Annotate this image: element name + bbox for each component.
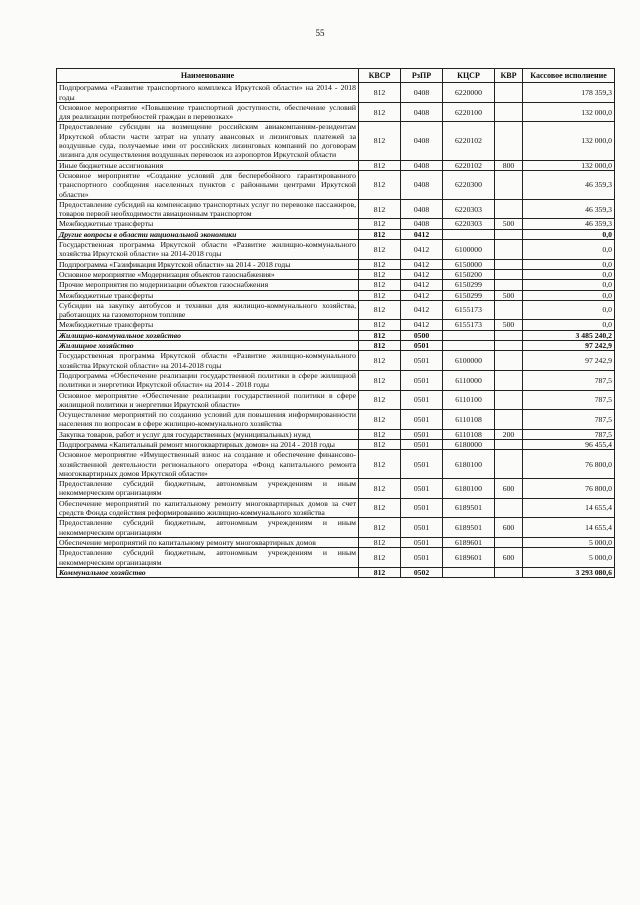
cell-amount: 5 000,0 xyxy=(523,548,615,568)
cell-amount: 787,5 xyxy=(523,370,615,390)
cell-kcsr: 6150299 xyxy=(443,290,495,300)
cell-rzpr: 0501 xyxy=(401,429,443,439)
cell-rzpr: 0501 xyxy=(401,518,443,538)
cell-rzpr: 0501 xyxy=(401,479,443,499)
cell-kvr xyxy=(495,439,523,449)
cell-rzpr: 0501 xyxy=(401,390,443,410)
cell-amount: 0,0 xyxy=(523,320,615,330)
table-row xyxy=(57,320,615,330)
cell-rzpr: 0412 xyxy=(401,280,443,290)
cell-name: Предоставление субсидий бюджетным, автономным учреждениям и иным некоммерческим организациям xyxy=(57,548,359,568)
cell-kvr xyxy=(495,341,523,351)
cell-name: Межбюджетные трансферты xyxy=(57,219,359,229)
cell-kvr: 500 xyxy=(495,219,523,229)
cell-name: Коммунальное хозяйство xyxy=(57,567,359,577)
cell-kcsr: 6110108 xyxy=(443,410,495,430)
cell-kvsr: 812 xyxy=(359,122,401,160)
cell-kvr: 500 xyxy=(495,290,523,300)
cell-name: Основное мероприятие «Модернизация объектов газоснабжения» xyxy=(57,269,359,279)
header-rzpr: РзПР xyxy=(401,69,443,83)
cell-kvr xyxy=(495,229,523,239)
budget-execution-table xyxy=(56,68,615,578)
cell-rzpr: 0501 xyxy=(401,351,443,371)
cell-name: Подпрограмма «Капитальный ремонт многоквартирных домов» на 2014 - 2018 годы xyxy=(57,439,359,449)
cell-kvr xyxy=(495,122,523,160)
cell-kvr: 600 xyxy=(495,548,523,568)
cell-kcsr: 6220000 xyxy=(443,83,495,103)
cell-kvr xyxy=(495,450,523,479)
table-row xyxy=(57,439,615,449)
cell-kvsr: 812 xyxy=(359,351,401,371)
cell-amount: 0,0 xyxy=(523,300,615,320)
cell-amount: 3 485 240,2 xyxy=(523,330,615,340)
table-row xyxy=(57,567,615,577)
cell-kcsr: 6155173 xyxy=(443,300,495,320)
cell-amount: 0,0 xyxy=(523,269,615,279)
cell-rzpr: 0412 xyxy=(401,259,443,269)
cell-kcsr: 6189501 xyxy=(443,518,495,538)
cell-amount: 178 359,3 xyxy=(523,83,615,103)
cell-rzpr: 0408 xyxy=(401,219,443,229)
cell-kcsr: 6150000 xyxy=(443,259,495,269)
table-row xyxy=(57,479,615,499)
cell-kvr xyxy=(495,269,523,279)
cell-rzpr: 0501 xyxy=(401,341,443,351)
cell-name: Жилищно-коммунальное хозяйство xyxy=(57,330,359,340)
cell-kcsr: 6220102 xyxy=(443,160,495,170)
cell-kcsr: 6189601 xyxy=(443,537,495,547)
cell-rzpr: 0501 xyxy=(401,537,443,547)
cell-kcsr: 6180100 xyxy=(443,450,495,479)
cell-kcsr xyxy=(443,229,495,239)
cell-kvsr: 812 xyxy=(359,370,401,390)
cell-rzpr: 0501 xyxy=(401,548,443,568)
cell-amount: 5 000,0 xyxy=(523,537,615,547)
table-row xyxy=(57,199,615,219)
cell-kcsr: 6150299 xyxy=(443,280,495,290)
cell-kvr: 600 xyxy=(495,518,523,538)
cell-kvr xyxy=(495,170,523,199)
cell-amount: 787,5 xyxy=(523,390,615,410)
cell-amount: 97 242,9 xyxy=(523,351,615,371)
cell-amount: 96 455,4 xyxy=(523,439,615,449)
table-row xyxy=(57,548,615,568)
cell-rzpr: 0501 xyxy=(401,410,443,430)
cell-rzpr: 0412 xyxy=(401,240,443,260)
cell-name: Предоставление субсидий бюджетным, автономным учреждениям и иным некоммерческим организациям xyxy=(57,479,359,499)
table-row xyxy=(57,219,615,229)
cell-kcsr: 6150200 xyxy=(443,269,495,279)
cell-name: Прочие мероприятия по модернизации объектов газоснабжения xyxy=(57,280,359,290)
cell-kvr xyxy=(495,259,523,269)
cell-amount: 14 655,4 xyxy=(523,498,615,518)
table-row xyxy=(57,83,615,103)
cell-name: Предоставление субсидий на компенсацию транспортных услуг по перевозке пассажиров, товаров первой необходимости авиационным транспортом xyxy=(57,199,359,219)
cell-kvsr: 812 xyxy=(359,498,401,518)
cell-kvsr: 812 xyxy=(359,199,401,219)
header-kvr: КВР xyxy=(495,69,523,83)
cell-name: Жилищное хозяйство xyxy=(57,341,359,351)
table-body xyxy=(57,83,615,578)
cell-kvr xyxy=(495,83,523,103)
cell-rzpr: 0408 xyxy=(401,170,443,199)
cell-kcsr xyxy=(443,330,495,340)
cell-kvsr: 812 xyxy=(359,240,401,260)
cell-rzpr: 0408 xyxy=(401,160,443,170)
table-row xyxy=(57,330,615,340)
cell-kvsr: 812 xyxy=(359,290,401,300)
cell-name: Осуществление мероприятий по созданию условий для повышения информированности населения по вопросам в сфере жилищно-коммунального хозяйства xyxy=(57,410,359,430)
cell-kvsr: 812 xyxy=(359,83,401,103)
cell-kvsr: 812 xyxy=(359,450,401,479)
cell-amount: 132 000,0 xyxy=(523,122,615,160)
cell-rzpr: 0500 xyxy=(401,330,443,340)
cell-kcsr: 6220303 xyxy=(443,219,495,229)
cell-kvsr: 812 xyxy=(359,300,401,320)
header-kvsr: КВСР xyxy=(359,69,401,83)
cell-kvsr: 812 xyxy=(359,160,401,170)
cell-amount: 76 800,0 xyxy=(523,479,615,499)
cell-kvsr: 812 xyxy=(359,170,401,199)
cell-rzpr: 0502 xyxy=(401,567,443,577)
cell-kcsr: 6110000 xyxy=(443,370,495,390)
cell-rzpr: 0501 xyxy=(401,370,443,390)
cell-amount: 0,0 xyxy=(523,290,615,300)
cell-name: Обеспечение мероприятий по капитальному ремонту многоквартирных домов xyxy=(57,537,359,547)
cell-kvr xyxy=(495,390,523,410)
cell-amount: 0,0 xyxy=(523,229,615,239)
cell-amount: 0,0 xyxy=(523,280,615,290)
cell-kvr xyxy=(495,199,523,219)
cell-name: Другие вопросы в области национальной экономики xyxy=(57,229,359,239)
cell-amount: 787,5 xyxy=(523,429,615,439)
cell-kvsr: 812 xyxy=(359,518,401,538)
table-row xyxy=(57,370,615,390)
table-row xyxy=(57,537,615,547)
cell-kcsr: 6110108 xyxy=(443,429,495,439)
cell-kcsr: 6100000 xyxy=(443,351,495,371)
cell-kvsr: 812 xyxy=(359,410,401,430)
cell-name: Обеспечение мероприятий по капитальному ремонту многоквартирных домов за счет средств Фонда содействия реформированию жилищно-коммунального хозяйства xyxy=(57,498,359,518)
cell-amount: 0,0 xyxy=(523,259,615,269)
cell-rzpr: 0412 xyxy=(401,269,443,279)
table-header-row xyxy=(57,69,615,83)
cell-amount: 14 655,4 xyxy=(523,518,615,538)
cell-name: Государственная программа Иркутской области «Развитие жилищно-коммунального хозяйства Иркутской области» на 2014-2018 годы xyxy=(57,351,359,371)
cell-kvr: 800 xyxy=(495,160,523,170)
cell-kvsr: 812 xyxy=(359,102,401,122)
cell-name: Межбюджетные трансферты xyxy=(57,320,359,330)
cell-kcsr: 6180000 xyxy=(443,439,495,449)
cell-kvr xyxy=(495,240,523,260)
cell-name: Подпрограмма «Обеспечение реализации государственной политики в сфере жилищной политики и энергетики Иркутской области» на 2014 - 2018 годы xyxy=(57,370,359,390)
cell-name: Подпрограмма «Развитие транспортного комплекса Иркутской области» на 2014 - 2018 годы xyxy=(57,83,359,103)
cell-kvr xyxy=(495,410,523,430)
table-row xyxy=(57,122,615,160)
cell-kvr xyxy=(495,102,523,122)
page-number: 55 xyxy=(315,28,325,38)
table-row xyxy=(57,429,615,439)
table-row xyxy=(57,518,615,538)
cell-rzpr: 0412 xyxy=(401,229,443,239)
cell-kvsr: 812 xyxy=(359,439,401,449)
cell-kvr xyxy=(495,537,523,547)
header-amount: Кассовое исполнение xyxy=(523,69,615,83)
cell-amount: 0,0 xyxy=(523,240,615,260)
cell-kvsr: 812 xyxy=(359,479,401,499)
cell-amount: 3 293 080,6 xyxy=(523,567,615,577)
table-row xyxy=(57,390,615,410)
table-row xyxy=(57,341,615,351)
cell-amount: 787,5 xyxy=(523,410,615,430)
cell-kvsr: 812 xyxy=(359,269,401,279)
table-row xyxy=(57,102,615,122)
cell-name: Государственная программа Иркутской области «Развитие жилищно-коммунального хозяйства Иркутской области» на 2014-2018 годы xyxy=(57,240,359,260)
cell-kvsr: 812 xyxy=(359,567,401,577)
cell-kvsr: 812 xyxy=(359,320,401,330)
cell-kvr xyxy=(495,370,523,390)
cell-rzpr: 0501 xyxy=(401,439,443,449)
table-row xyxy=(57,160,615,170)
cell-kvr xyxy=(495,330,523,340)
cell-rzpr: 0501 xyxy=(401,450,443,479)
table-row xyxy=(57,259,615,269)
cell-kvsr: 812 xyxy=(359,341,401,351)
cell-kvr xyxy=(495,567,523,577)
cell-kvsr: 812 xyxy=(359,259,401,269)
cell-rzpr: 0501 xyxy=(401,498,443,518)
cell-kvsr: 812 xyxy=(359,330,401,340)
cell-kvsr: 812 xyxy=(359,537,401,547)
cell-amount: 97 242,9 xyxy=(523,341,615,351)
cell-rzpr: 0408 xyxy=(401,83,443,103)
cell-kvsr: 812 xyxy=(359,280,401,290)
cell-amount: 46 359,3 xyxy=(523,199,615,219)
cell-name: Предоставление субсидии на возмещение российским авиакомпаниям-резидентам Иркутской области части затрат на уплату авансовых и лизинговых платежей за воздушные суда, получаемые ими от российских лизинговых компаний по договорам лизинга для осуществления воздушных перевозок из аэропортов Иркутской области xyxy=(57,122,359,160)
cell-rzpr: 0408 xyxy=(401,102,443,122)
cell-name: Основное мероприятие «Повышение транспортной доступности, обеспечение условий для реализации потребностей граждан в перевозках» xyxy=(57,102,359,122)
cell-kvr xyxy=(495,498,523,518)
cell-amount: 46 359,3 xyxy=(523,219,615,229)
header-kcsr: КЦСР xyxy=(443,69,495,83)
table-row xyxy=(57,269,615,279)
cell-kcsr: 6189501 xyxy=(443,498,495,518)
cell-rzpr: 0412 xyxy=(401,290,443,300)
cell-kvsr: 812 xyxy=(359,429,401,439)
cell-amount: 46 359,3 xyxy=(523,170,615,199)
table-row xyxy=(57,351,615,371)
cell-kvr xyxy=(495,280,523,290)
cell-kvsr: 812 xyxy=(359,219,401,229)
cell-kvr: 600 xyxy=(495,479,523,499)
cell-rzpr: 0408 xyxy=(401,122,443,160)
cell-kvr xyxy=(495,300,523,320)
table-row xyxy=(57,280,615,290)
table-row xyxy=(57,229,615,239)
cell-name: Основное мероприятие «Создание условий для бесперебойного гарантированного транспортного сообщения населенных пунктов с районными центрами Иркутской области» xyxy=(57,170,359,199)
cell-kcsr: 6220303 xyxy=(443,199,495,219)
cell-amount: 132 000,0 xyxy=(523,160,615,170)
header-name: Наименование xyxy=(57,69,359,83)
cell-kcsr: 6155173 xyxy=(443,320,495,330)
table-row xyxy=(57,450,615,479)
table-row xyxy=(57,498,615,518)
cell-name: Предоставление субсидий бюджетным, автономным учреждениям и иным некоммерческим организациям xyxy=(57,518,359,538)
cell-kcsr: 6110100 xyxy=(443,390,495,410)
cell-kvr xyxy=(495,351,523,371)
cell-kvr: 200 xyxy=(495,429,523,439)
cell-kvsr: 812 xyxy=(359,390,401,410)
cell-kcsr: 6220300 xyxy=(443,170,495,199)
cell-kcsr: 6189601 xyxy=(443,548,495,568)
table-row xyxy=(57,170,615,199)
cell-kcsr: 6220102 xyxy=(443,122,495,160)
cell-name: Субсидии на закупку автобусов и техники для жилищно-коммунального хозяйства, работающих на газомоторном топливе xyxy=(57,300,359,320)
cell-rzpr: 0408 xyxy=(401,199,443,219)
cell-kvr: 500 xyxy=(495,320,523,330)
cell-name: Основное мероприятие «Обеспечение реализации государственной политики в сфере жилищной политики и энергетики Иркутской области» xyxy=(57,390,359,410)
cell-kcsr xyxy=(443,567,495,577)
cell-amount: 132 000,0 xyxy=(523,102,615,122)
cell-kcsr: 6220100 xyxy=(443,102,495,122)
cell-kvsr: 812 xyxy=(359,229,401,239)
cell-name: Иные бюджетные ассигнования xyxy=(57,160,359,170)
table-row xyxy=(57,300,615,320)
cell-name: Межбюджетные трансферты xyxy=(57,290,359,300)
cell-kcsr: 6180100 xyxy=(443,479,495,499)
cell-amount: 76 800,0 xyxy=(523,450,615,479)
cell-kcsr xyxy=(443,341,495,351)
cell-kvsr: 812 xyxy=(359,548,401,568)
cell-name: Закупка товаров, работ и услуг для государственных (муниципальных) нужд xyxy=(57,429,359,439)
cell-rzpr: 0412 xyxy=(401,320,443,330)
table-row xyxy=(57,410,615,430)
cell-name: Подпрограмма «Газификация Иркутской области» на 2014 - 2018 годы xyxy=(57,259,359,269)
table-row xyxy=(57,290,615,300)
table-row xyxy=(57,240,615,260)
cell-kcsr: 6100000 xyxy=(443,240,495,260)
cell-name: Основное мероприятие «Имущественный взнос на создание и обеспечение финансово-хозяйственной деятельности регионального оператора «Фонд капитального ремонта многоквартирных домов Иркутской области» xyxy=(57,450,359,479)
cell-rzpr: 0412 xyxy=(401,300,443,320)
